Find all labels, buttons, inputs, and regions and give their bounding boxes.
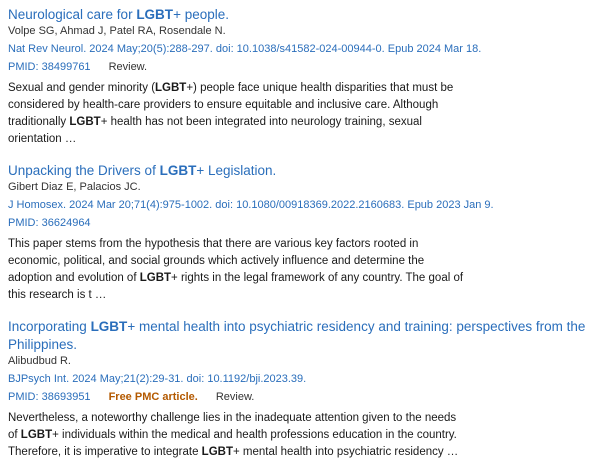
result-title-link[interactable]: Neurological care for LGBT+ people. [8, 7, 229, 22]
result-title-link[interactable]: Unpacking the Drivers of LGBT+ Legislation. [8, 163, 277, 178]
result-citation: J Homosex. 2024 Mar 20;71(4):975-1002. doi: 10.1080/00918369.2022.2160683. Epub 2023 Jan 9. [8, 199, 494, 211]
result-authors: Gibert Diaz E, Palacios JC. [8, 181, 141, 193]
result-meta-row [8, 390, 592, 404]
review-badge: Review. [108, 61, 148, 73]
result-authors: Volpe SG, Ahmad J, Patel RA, Rosendale N. [8, 25, 226, 37]
result-item [8, 318, 592, 475]
result-snippet: This paper stems from the hypothesis that there are various key factors rooted in economic, political, and social grounds which actively influence and determine the adoption and evolution of LGBT+ rights in the legal framework of any country. The goal of this research is t … [8, 238, 464, 301]
result-citation: BJPsych Int. 2024 May;21(2):29-31. doi: 10.1192/bji.2023.39. [8, 373, 307, 385]
result-pmid[interactable]: PMID: 38693951 [8, 391, 91, 403]
result-pmid[interactable]: PMID: 36624964 [8, 217, 91, 229]
result-authors: Alibudbud R. [8, 355, 71, 367]
result-item [8, 162, 592, 318]
result-item [8, 6, 592, 162]
result-meta-row [8, 216, 592, 230]
result-title-link[interactable]: Incorporating LGBT+ mental health into psychiatric residency and training: perspectives from the Philippines. [8, 319, 586, 352]
review-badge: Review. [215, 391, 255, 403]
result-meta-row [8, 60, 592, 74]
result-snippet: Nevertheless, a noteworthy challenge lies in the inadequate attention given to the needs of LGBT+ individuals within the medical and health professions education in the country. Therefore, it is imperative to integrate LGBT+ mental health into psychiatric residency … [8, 412, 459, 458]
result-pmid[interactable]: PMID: 38499761 [8, 61, 91, 73]
result-snippet: Sexual and gender minority (LGBT+) people face unique health disparities that must be considered by health-care providers to ensure equitable and inclusive care. Although traditionally LGBT+ health has not been integrated into neurology training, sexual orientation … [8, 82, 454, 145]
result-citation: Nat Rev Neurol. 2024 May;20(5):288-297. doi: 10.1038/s41582-024-00944-0. Epub 2024 Mar 18. [8, 43, 482, 55]
free-article-badge: Free PMC article. [108, 391, 198, 403]
